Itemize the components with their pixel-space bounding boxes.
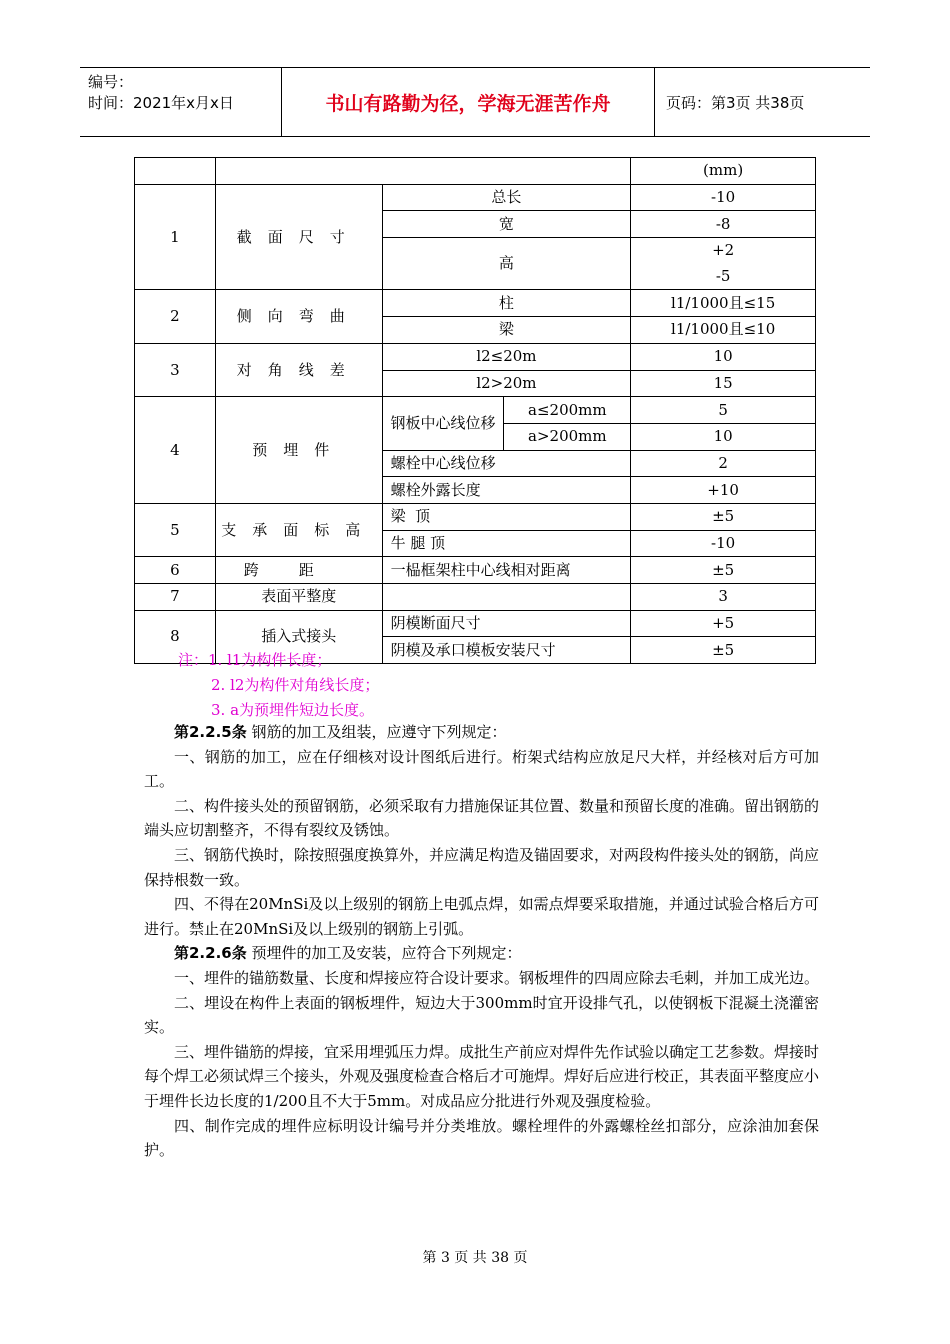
table-row: 梁 l1/1000且≤10 bbox=[135, 317, 816, 344]
section-225-title: 第2.2.5条 bbox=[174, 723, 247, 741]
section-226-heading: 第2.2.6条 预埋件的加工及安装，应符合下列规定： bbox=[174, 944, 522, 963]
header-motto: 书山有路勤为径，学海无涯苦作舟 bbox=[282, 68, 655, 136]
paragraph: 二、埋设在构件上表面的钢板埋件，短边大于300mm时宜开设排气孔，以使钢板下混凝土浇灌密实。 bbox=[144, 993, 819, 1037]
page-header bbox=[80, 67, 870, 137]
paragraph: 二、构件接头处的预留钢筋，必须采取有力措施保证其位置、数量和预留长度的准确。留出钢筋的端头应切割整齐，不得有裂纹及锈蚀。 bbox=[144, 796, 820, 840]
time-label: 时间：2021年x月x日 bbox=[88, 94, 234, 112]
table-row: 高 +2 bbox=[135, 238, 816, 264]
paragraph: 三、钢筋代换时，除按照强度换算外，并应满足构造及锚固要求，对两段构件接头处的钢筋，尚应保持根数一致。 bbox=[144, 845, 820, 889]
note-2: 2. l2为构件对角线长度； bbox=[211, 676, 380, 694]
table-row: 1 截面尺寸 总长 -10 bbox=[135, 184, 816, 211]
table-row: 螺栓中心线位移 2 bbox=[135, 450, 816, 477]
table-row: 牛 腿 顶 -10 bbox=[135, 530, 816, 557]
item-name: 截面尺寸 bbox=[215, 184, 382, 290]
table-row: a>200mm 10 bbox=[135, 423, 816, 450]
page-footer: 第 3 页 共 38 页 bbox=[422, 1250, 528, 1266]
tolerance-table bbox=[134, 157, 816, 664]
table-row: l2>20m 15 bbox=[135, 370, 816, 397]
section-226-title: 第2.2.6条 bbox=[174, 944, 247, 963]
number-label: 编号： bbox=[88, 73, 134, 91]
paragraph: 四、制作完成的埋件应标明设计编号并分类堆放。螺栓埋件的外露螺栓丝扣部分，应涂油加套保护。 bbox=[144, 1116, 819, 1160]
table-row: 阴模及承口模板安装尺寸 ±5 bbox=[135, 637, 816, 664]
table-row: 螺栓外露长度 +10 bbox=[135, 477, 816, 504]
table-row: 5 支承面标高 梁 顶 ±5 bbox=[135, 503, 816, 530]
table-row: 3 对角线差 l2≤20m 10 bbox=[135, 343, 816, 370]
table-notes bbox=[178, 648, 379, 723]
section-225-heading: 第2.2.5条 钢筋的加工及组装，应遵守下列规定： bbox=[174, 723, 507, 741]
table-row: 8 插入式接头 阴模断面尺寸 +5 bbox=[135, 610, 816, 637]
table-row: 6 跨距 一榀框架柱中心线相对距离 ±5 bbox=[135, 557, 816, 584]
paragraph: 三、埋件锚筋的焊接，宜采用埋弧压力焊。成批生产前应对焊件先作试验以确定工艺参数。焊接时每个焊工必须试焊三个接头，外观及强度检查合格后才可施焊。焊好后应进行校正，其表面平整度应小于埋件长边长度的1/200且不大于5mm。对成品应分批进行外观及强度检验。 bbox=[144, 1042, 820, 1110]
table-row: 4 预埋件 钢板中心线位移 a≤200mm 5 bbox=[135, 397, 816, 424]
table-row: 2 侧向弯曲 柱 l1/1000且≤15 bbox=[135, 290, 816, 317]
table-row: 宽 -8 bbox=[135, 211, 816, 238]
unit-cell: (mm) bbox=[631, 158, 816, 185]
paragraph: 一、钢筋的加工，应在仔细核对设计图纸后进行。桁架式结构应放足尺大样，并经核对后方可加工。 bbox=[144, 747, 819, 791]
paragraph: 一、埋件的锚筋数量、长度和焊接应符合设计要求。钢板埋件的四周应除去毛刺，并加工成光边。 bbox=[174, 968, 820, 987]
table-row bbox=[135, 158, 816, 185]
note-1: 注：1. l1为构件长度； bbox=[178, 651, 332, 669]
header-meta bbox=[80, 68, 282, 136]
table-row: -5 bbox=[135, 264, 816, 290]
paragraph: 四、不得在20MnSi及以上级别的钢筋上电弧点焊，如需点焊要采取措施，并通过试验合格后方可进行。禁止在20MnSi及以上级别的钢筋上引弧。 bbox=[144, 895, 819, 938]
row-number: 1 bbox=[135, 184, 216, 290]
header-page-info: 页码：第3页 共38页 bbox=[666, 93, 805, 112]
body-text bbox=[144, 720, 819, 1163]
table-row: 7 表面平整度 3 bbox=[135, 584, 816, 611]
note-3: 3. a为预埋件短边长度。 bbox=[211, 701, 375, 719]
